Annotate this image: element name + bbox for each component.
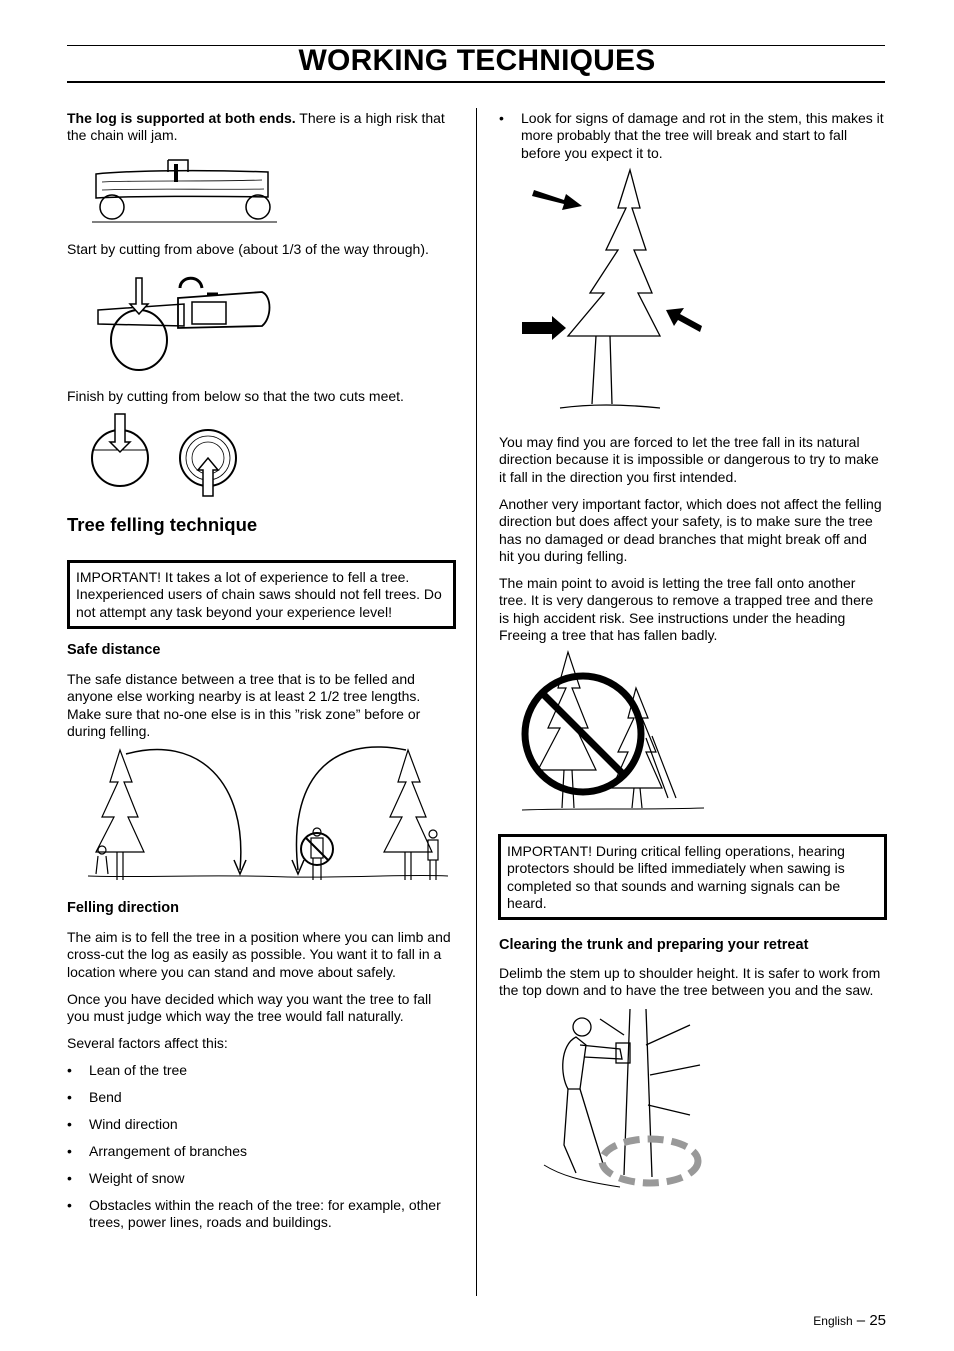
felling-direction-heading: Felling direction bbox=[67, 900, 179, 916]
bullet-icon: • bbox=[67, 1116, 72, 1132]
log-intro-paragraph bbox=[67, 110, 457, 145]
safe-distance-illustration bbox=[88, 742, 448, 887]
worker-icon bbox=[563, 1018, 630, 1173]
page-title: WORKING TECHNIQUES bbox=[298, 44, 656, 77]
damaged-tree-illustration bbox=[520, 168, 705, 420]
damage-bullet-text: Look for signs of damage and rot in the stem, this makes it more probably that the tree will break and start to fall before you expect it to. bbox=[521, 110, 884, 161]
header-bottom-rule bbox=[67, 81, 885, 83]
step2-text: Finish by cutting from below so that the two cuts meet. bbox=[67, 388, 404, 404]
log-supported-illustration bbox=[92, 152, 277, 224]
damage-bullet bbox=[499, 110, 885, 164]
log-intro-bold: The log is supported at both ends. bbox=[67, 110, 296, 126]
page-number: 25 bbox=[869, 1312, 886, 1329]
person-left-icon bbox=[96, 846, 108, 874]
person-in-zone-icon bbox=[301, 828, 333, 880]
page-footer bbox=[813, 1312, 886, 1329]
list-item-text: Lean of the tree bbox=[89, 1062, 188, 1078]
safe-distance-heading: Safe distance bbox=[67, 642, 161, 658]
arrow-icon bbox=[522, 316, 566, 340]
felling-paragraph-2: Once you have decided which way you want the tree to fall you must judge which way the tree would fall naturally. bbox=[67, 991, 432, 1025]
bullet-icon: • bbox=[67, 1143, 72, 1159]
right-paragraph-2: Another very important factor, which does not affect the felling direction but does affect your safety, is to make sure the tree has no damaged or dead branches that might break off and hit you during felling. bbox=[499, 496, 882, 565]
felling-paragraph-1: The aim is to fell the tree in a position where you can limb and cross-cut the log as easily as possible. You want it to fall in a location where you can stand and move about safely. bbox=[67, 929, 451, 980]
list-item-text: Wind direction bbox=[89, 1116, 178, 1132]
right-paragraph-1: You may find you are forced to let the tree fall in its natural direction because it is impossible or dangerous to try to make it fall in the direction you first intended. bbox=[499, 434, 879, 485]
important-text-2: IMPORTANT! During critical felling operations, hearing protectors should be lifted immediately when sawing is completed so that sounds and warning signals can be heard. bbox=[507, 843, 845, 912]
person-right-icon bbox=[428, 830, 438, 880]
tree-right-icon bbox=[384, 750, 432, 880]
clearing-heading: Clearing the trunk and preparing your retreat bbox=[499, 937, 809, 953]
list-item-text: Weight of snow bbox=[89, 1170, 185, 1186]
cuts-meet-illustration bbox=[88, 410, 248, 500]
log-intro-rest: There is a high risk that the chain will jam. bbox=[67, 110, 445, 144]
bullet-icon: • bbox=[67, 1062, 72, 1078]
cut-from-above-illustration bbox=[92, 268, 277, 373]
bullet-icon: • bbox=[67, 1197, 72, 1213]
list-item bbox=[67, 1197, 457, 1237]
bullet-icon: • bbox=[67, 1170, 72, 1186]
section-title: Tree felling technique bbox=[67, 514, 258, 535]
arrow-icon bbox=[666, 308, 702, 332]
delimbing-illustration bbox=[520, 1005, 720, 1195]
list-item-text: Arrangement of branches bbox=[89, 1143, 247, 1159]
list-item-text: Obstacles within the reach of the tree: for example, other trees, power lines, roads and buildings. bbox=[89, 1197, 441, 1231]
tree-left-icon bbox=[96, 750, 144, 880]
clearing-text: Delimb the stem up to shoulder height. It is safer to work from the top down and to have the tree between you and the saw. bbox=[499, 965, 881, 999]
trunk bbox=[624, 1009, 652, 1177]
felling-paragraph-3: Several factors affect this: bbox=[67, 1035, 228, 1051]
bullet-icon: • bbox=[499, 110, 504, 126]
important-box-2 bbox=[498, 834, 887, 920]
arrow-icon bbox=[532, 190, 582, 210]
list-item-text: Bend bbox=[89, 1089, 122, 1105]
footer-language: English bbox=[813, 1314, 853, 1328]
important-text-1: IMPORTANT! It takes a lot of experience to fell a tree. Inexperienced users of chain saws should not fell trees. Do not attempt any task beyond your experience level! bbox=[76, 569, 442, 620]
tree-onto-tree-prohibited-illustration bbox=[518, 648, 708, 816]
important-box-1 bbox=[67, 560, 456, 629]
column-divider bbox=[476, 108, 477, 1296]
bullet-icon: • bbox=[67, 1089, 72, 1105]
retreat-path bbox=[602, 1139, 698, 1183]
right-paragraph-3: The main point to avoid is letting the tree fall onto another tree. It is very dangerous to remove a trapped tree and there is high accident risk. See instructions under the heading Freeing a tree that has fallen badly. bbox=[499, 575, 874, 644]
footer-dash: – bbox=[852, 1312, 870, 1329]
safe-distance-text: The safe distance between a tree that is to be felled and anyone else working nearby is at least 2 1/2 tree lengths. Make sure that no-one else is in this ”risk zone” before or during felling. bbox=[67, 671, 421, 740]
step1-text: Start by cutting from above (about 1/3 of the way through). bbox=[67, 241, 429, 257]
